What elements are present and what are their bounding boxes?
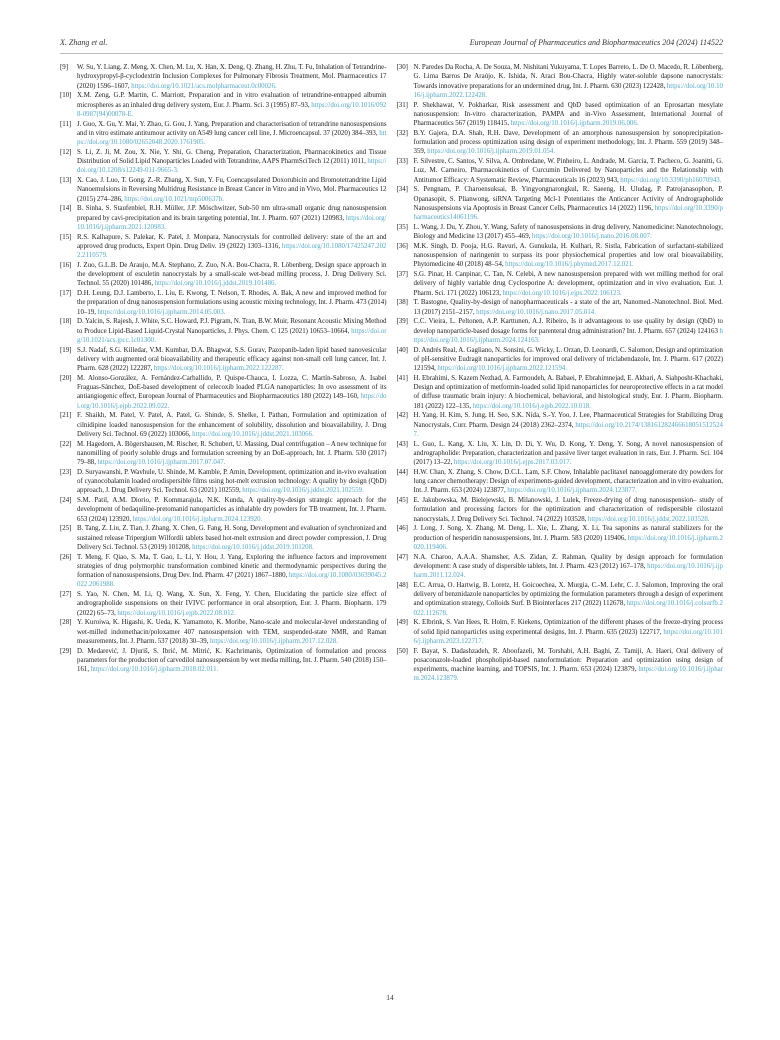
reference-text xyxy=(414,63,724,100)
reference-text xyxy=(414,581,724,618)
reference-number: [10] xyxy=(60,92,72,100)
reference-item xyxy=(397,185,724,222)
reference-number: [43] xyxy=(396,440,408,448)
reference-text xyxy=(77,346,387,374)
reference-citation: R.S. Kalhapure, S. Palekar, K. Patel, J. Monpara, Nanocrystals for controlled delivery: state of the art and approved drug products, Expert Opin. Drug Deliv. 19 (2022) 1303–1316, xyxy=(77,233,387,250)
reference-item xyxy=(397,440,724,468)
reference-text xyxy=(77,496,387,524)
reference-text xyxy=(414,317,724,345)
reference-number: [32] xyxy=(396,129,408,137)
reference-text xyxy=(414,647,724,684)
doi-link[interactable]: https://doi.org/10.1016/j.ejpb.2022.10.018. xyxy=(472,402,591,410)
reference-citation: J. Long, J. Song, X. Zhang, M. Deng, L. Xie, L. Zhang, X. Li, Tea saponins as natural stabilizers for the production of hesperidin nanosuspensions, Int. J. Pharm. 583 (2020) 119406, xyxy=(413,525,723,542)
reference-text xyxy=(77,120,387,148)
reference-citation: M. Hagedorn, A. Bögershausen, M. Rischer, R. Schubert, U. Massing, Dual centrifugation – A new technique for nanomilling of poorly soluble drugs and formulation screening by an DoE-approach, Int. J. Pharm. 530 (2017) 79–88, xyxy=(77,440,387,466)
reference-citation: L. Wang, J. Du, Y. Zhou, Y. Wang, Safety of nanosuspensions in drug delivery, Nanomedicine: Nanotechnology, Biology and Medicine 13 (2017) 455–469, xyxy=(413,223,723,240)
reference-citation: M.K. Singh, D. Pooja, H.G. Ravuri, A. Gunukula, H. Kulhari, R. Sistla, Fabrication of surfactant-stabilized nanosuspension of naringenin to surpass its poor physiochemical properties and low oral bioavailability, Phytomedicine 40 (2018) 48–54, xyxy=(413,242,723,269)
reference-text xyxy=(77,524,387,552)
reference-citation: W. Su, Y. Liang, Z. Meng, X. Chen, M. Lu, X. Han, X. Deng, Q. Zhang, H. Zhu, T. Fu, Inhalation of Tetrandrine-hydroxypropyl-β-cyclodextrin Inclusion Complexes for Pulmonary Fibrosis Treatment, Mol. Pharmaceutics 17 (2020) 1596–1607, xyxy=(77,64,387,90)
reference-item xyxy=(397,524,724,552)
reference-citation: P. Shekhawat, V. Pokharkar, Risk assessment and QbD based optimization of an Eprosartan mesylate nanosuspension: In-vitro characterization, PAMPA and in-Vivo Assessment, International Journal of Pharmaceutics 567 (2019) 118415, xyxy=(413,101,723,127)
doi-link[interactable]: https://doi.org/10.1021/mp500637b. xyxy=(124,195,224,203)
reference-citation: Y. Kuroiwa, K. Higashi, K. Ueda, K. Yamamoto, K. Moribe, Nano-scale and molecular-level understanding of wet-milled indomethacin/poloxamer 407 nanosuspension with TEM, suspended-state NMR, and Raman measurements, Int. J. Pharm. 537 (2018) 30–39, xyxy=(77,619,387,645)
reference-item xyxy=(60,468,387,496)
reference-number: [45] xyxy=(396,497,408,504)
reference-text xyxy=(414,101,724,129)
doi-link[interactable]: https://doi.org/10.1016/j.ijpharm.2023.122717. xyxy=(413,628,723,645)
reference-item xyxy=(397,223,724,242)
reference-item xyxy=(60,120,387,148)
reference-number: [41] xyxy=(396,374,408,382)
page-number: 14 xyxy=(386,993,394,1002)
reference-citation: E.C. Arrua, O. Hartwig, B. Loretz, H. Goicoechea, X. Murgia, C.-M. Lehr, C. J. Salomon, Improving the oral delivery of benznidazole nanoparticles by optimizing the formulation parameters through a design of experiment and optimization strategy, Colloids Surf. B Biointerfaces 217 (2022) 112678, xyxy=(413,581,723,608)
reference-text xyxy=(414,374,724,411)
reference-number: [28] xyxy=(60,619,72,627)
reference-number: [34] xyxy=(396,186,408,194)
reference-list xyxy=(60,63,723,684)
doi-link[interactable]: https://doi.org/10.3390/pharmaceutics14061196. xyxy=(413,204,723,221)
reference-item xyxy=(397,553,724,581)
reference-number: [49] xyxy=(396,619,408,627)
reference-citation: T. Bastogne, Quality-by-design of nanopharmaceuticals - a state of the art, Nanomed.-Nanotechnol. Biol. Med. 13 (2017) 2151–2157, xyxy=(413,299,723,316)
reference-citation: C.C. Vieira, L. Peltonen, A.P. Karttunen, A.J. Ribeiro, Is it advantageous to use quality by design (QbD) to develop nanoparticle-based dosage forms for parenteral drug administration? Int. J. Pharm. 657 (2024) 124163 xyxy=(413,318,723,335)
reference-text xyxy=(414,618,724,646)
reference-number: [18] xyxy=(60,318,72,326)
doi-link[interactable]: https://doi.org/10.1016/j.ijpharm.2020.119406. xyxy=(413,534,723,551)
reference-citation: B.Y. Gajera, D.A. Shah, R.H. Dave, Development of an amorphous nanosuspension by sonoprecipitation-formulation and process optimization using design of experiment methodology, Int. J. Pharm. 559 (2019) 348–359, xyxy=(413,129,723,156)
reference-column-right xyxy=(397,63,724,684)
running-head-authors: X. Zhang et al. xyxy=(60,38,108,47)
reference-number: [14] xyxy=(60,205,72,213)
reference-item xyxy=(60,261,387,289)
doi-link[interactable]: https://doi.org/10.1016/j.ijpharm.2022.122287. xyxy=(153,365,284,372)
reference-citation: H. Ebrahimi, S. Kazem Nezhad, A. Farmoudeh, A. Babaei, P. Ebrahimnejad, E. Akbari, A. Siahposht-Khachaki, Design and optimization of metformin-loaded solid lipid nanoparticles for neuroprotective effects in a rat model of diffuse traumatic brain injury: A biochemical, behavioral, and histological study, Eur. J. Pharm. Biopharm. 181 (2022) 122–135, xyxy=(413,374,723,410)
reference-item xyxy=(60,553,387,590)
reference-item xyxy=(397,346,724,374)
reference-text xyxy=(414,440,724,468)
reference-number: [20] xyxy=(60,374,72,382)
reference-citation: J. Zuo, G.L.B. De Araujo, M.A. Stephano, Z. Zuo, N.A. Bou-Chacra, R. Löbenberg, Design space approach in the development of esculetin nanocrystals by a small-scale wet-bead milling process, J. Drug Delivery Sci. Technol. 55 (2020) 101486, xyxy=(77,261,387,288)
reference-text xyxy=(414,185,724,222)
reference-text xyxy=(414,157,724,185)
doi-link[interactable]: https://doi.org/10.1016/j.ijpharm.2021.120983. xyxy=(77,214,387,231)
reference-text xyxy=(77,204,387,232)
doi-link[interactable]: https://doi.org/10.1016/j.jddst.2019.101208. xyxy=(192,543,314,551)
reference-text xyxy=(77,233,387,261)
doi-link[interactable]: https://doi.org/10.1021/acs.jpcc.1c01300. xyxy=(77,327,387,344)
doi-link[interactable]: https://doi.org/10.1016/j.phymed.2017.12.021. xyxy=(505,261,634,269)
reference-text xyxy=(77,468,387,496)
reference-citation: F. Shaikh, M. Patel, V. Patel, A. Patel, G. Shinde, S. Shelke, I. Pathan, Formulation and optimization of cilnidipine loaded nanosuspension for the enhancement of solubility, dissolution and bioavailability, J. Drug Delivery Sci. Technol. 69 (2022) 103066, xyxy=(77,412,387,438)
doi-link[interactable]: https://doi.org/10.1016/j.ijpharm.2011.12.024. xyxy=(413,562,723,579)
reference-text xyxy=(414,129,724,157)
doi-link[interactable]: https://doi.org/10.1080/17425247.2022.2110579. xyxy=(77,242,387,259)
reference-text xyxy=(414,346,724,374)
reference-text xyxy=(414,242,724,270)
doi-link[interactable]: https://doi.org/10.1016/j.ijpharm.2022.122428. xyxy=(413,82,723,99)
reference-item xyxy=(397,157,724,185)
reference-item xyxy=(60,148,387,176)
doi-link[interactable]: https://doi.org/10.1208/s12249-011-9665-3. xyxy=(77,158,387,175)
reference-item xyxy=(397,411,724,439)
reference-text xyxy=(77,91,387,119)
reference-item xyxy=(397,647,724,684)
reference-text xyxy=(414,270,724,298)
reference-item xyxy=(397,129,724,157)
reference-text xyxy=(77,317,387,345)
reference-number: [38] xyxy=(396,299,408,307)
reference-citation: S.J. Nadaf, S.G. Killedar, V.M. Kumbar, D.A. Bhagwat, S.S. Gurav, Pazopanib-laden lipid based nanovesicular delivery with augmented oral bioavailability and therapeutic efficacy against non-small cell lung cancer, Int. J. Pharm. 628 (2022) 122287, xyxy=(77,346,387,372)
doi-link[interactable]: https://doi.org/10.2174/1381612824666180515125247. xyxy=(413,421,723,438)
reference-citation: D. Medarević, J. Djuriš, S. Ibrić, M. Mitrić, K. Kachrimanis, Optimization of formulation and process parameters for the production of carvedilol nanosuspension by wet media milling, Int. J. Pharm. 540 (2018) 150–161, xyxy=(77,647,387,673)
doi-link[interactable]: https://doi.org/10.3390/ph16070943. xyxy=(620,176,722,184)
reference-text xyxy=(77,176,387,204)
reference-item xyxy=(60,317,387,345)
reference-number: [22] xyxy=(60,440,72,448)
reference-text xyxy=(77,440,387,468)
reference-text xyxy=(414,411,724,439)
reference-item xyxy=(60,618,387,646)
doi-link[interactable]: https://doi.org/10.1016/j.nano.2017.05.014. xyxy=(476,308,596,316)
reference-number: [17] xyxy=(60,290,72,297)
doi-link[interactable]: https://doi.org/10.1016/j.ijpharm.2019.01.054. xyxy=(427,148,556,156)
reference-text xyxy=(77,63,387,91)
reference-citation: N. Paredes Da Rocha, A. De Souza, M. Nishitani Yukuyama, T. Lopes Barreto, L. De O. Macedo, R. Löbenberg, G. Lima Barros De Araújo, K. Ishida, N. Araci Bou-Chacra, Highly water-soluble dapsone nanocrystals: Towards innovative preparations for an undermined drug, Int. J. Pharm. 630 (2023) 122428, xyxy=(413,64,723,90)
reference-item xyxy=(60,91,387,119)
doi-link[interactable]: https://doi.org/10.1016/j.ejpb.2022.09.022. xyxy=(77,393,387,410)
reference-citation: E. Jakubowska, M. Bielejewski, B. Milanowski, J. Lulek, Freeze-drying of drug nanosuspension– study of formulation and processing factors for the optimization and characterization of redispersible cilostazol nanocrystals, J. Drug Delivery Sci. Technol. 74 (2022) 103528, xyxy=(413,497,723,523)
reference-item xyxy=(60,590,387,618)
reference-citation: B. Tang, Z. Liu, Z. Tian, J. Zhang, X. Chen, G. Fang, H. Song, Development and evaluation of synchronized and sustained release Tripergium Wilfordii tablets based hot-melt extrusion and direct powder compression, J. Drug Delivery Sci. Technol. 53 (2019) 101208, xyxy=(77,525,387,551)
reference-item xyxy=(397,468,724,496)
reference-text xyxy=(414,468,724,496)
reference-item xyxy=(60,289,387,317)
reference-number: [44] xyxy=(396,468,408,476)
reference-item xyxy=(397,317,724,345)
reference-text xyxy=(77,618,387,646)
reference-citation: L. Guo, L. Kang, X. Liu, X. Lin, D. Di, Y. Wu, D. Kong, Y. Deng, Y. Song, A novel nanosuspension of andrographolide: Preparation, characterization and passive liver target evaluation in rats, Eur. J. Pharm. Sci. 104 (2017) 13–22, xyxy=(413,440,723,466)
reference-number: [37] xyxy=(396,271,408,278)
doi-link[interactable]: https://doi.org/10.1080/03639045.2022.2061988. xyxy=(77,572,387,589)
doi-link[interactable]: https://doi.org/10.1016/j.ijpharm.2017.07.047. xyxy=(97,459,226,466)
reference-item xyxy=(60,374,387,411)
doi-link[interactable]: https://doi.org/10.1016/j.ejps.2022.106123. xyxy=(502,289,622,297)
reference-text xyxy=(414,524,724,552)
reference-item xyxy=(397,270,724,298)
reference-citation: B. Sinha, S. Staufenbiel, R.H. Müller, J.P. Möschwitzer, Sub-50 nm ultra-small organic drug nanosuspension prepared by cavi-precipitation and its brain targeting potential, Int. J. Pharm. 607 (2021) 120983, xyxy=(77,205,387,222)
reference-number: [25] xyxy=(60,525,72,533)
doi-link[interactable]: https://doi.org/10.1016/0928-0987(94)00078-E. xyxy=(77,101,387,118)
reference-number: [23] xyxy=(60,468,72,476)
doi-link[interactable]: https://doi.org/10.1016/j.ejpb.2022.08.012. xyxy=(117,609,236,617)
reference-text xyxy=(77,647,387,675)
doi-link[interactable]: https://doi.org/10.1016/j.ijpharm.2018.02.011. xyxy=(90,666,219,673)
reference-item xyxy=(397,374,724,411)
doi-link[interactable]: https://doi.org/10.1016/j.jddst.2019.101486. xyxy=(154,280,277,288)
reference-text xyxy=(414,496,724,524)
reference-citation: H.W. Chan, X. Zhang, S. Chow, D.C.L. Lam, S.F. Chow, Inhalable paclitaxel nanoagglomerate dry powders for lung cancer chemotherapy: Design of experiments-guided development, characterization and in vitro evaluation, Int. J. Pharm. 653 (2024) 123877, xyxy=(413,468,723,495)
doi-link[interactable]: https://doi.org/10.1016/j.jddst.2021.103066. xyxy=(192,430,314,438)
reference-number: [46] xyxy=(396,525,408,533)
reference-number: [35] xyxy=(396,223,408,231)
reference-item xyxy=(397,242,724,270)
reference-item xyxy=(397,63,724,100)
reference-citation: T. Meng, F. Qiao, S. Ma, T. Gao, L. Li, Y. Hou, J. Yang, Exploring the influence factors and improvement strategies of drug polymorphic transformation combined kinetic and thermodynamic perspectives during the formation of nanosuspensions, Drug Dev. Ind. Pharm. 47 (2021) 1867–1880, xyxy=(77,553,387,579)
doi-link[interactable]: https://doi.org/10.1016/j.ijpharm.2019.06.006. xyxy=(510,120,639,127)
running-head-journal: European Journal of Pharmaceutics and Biopharmaceutics 204 (2024) 114522 xyxy=(469,38,723,47)
reference-citation: X. Cao, J. Luo, T. Gong, Z.-R. Zhang, X. Sun, Y. Fu, Coencapsulated Doxorubicin and Bromotetrandrine Lipid Nanoemulsions in Reversing Multidrug Resistance in Breast Cancer in Vitro and in Vivo, Mol. Pharmaceutics 12 (2015) 274–286, xyxy=(77,177,387,203)
reference-number: [26] xyxy=(60,553,72,561)
reference-citation: N.A. Charoo, A.A.A. Shamsher, A.S. Zidan, Z. Rahman, Quality by design approach for formulation development: A case study of dispersible tablets, Int. J. Pharm. 423 (2012) 167–178, xyxy=(413,553,723,570)
reference-number: [30] xyxy=(396,64,408,71)
reference-number: [27] xyxy=(60,591,72,598)
reference-item xyxy=(60,346,387,374)
doi-link[interactable]: https://doi.org/10.1016/j.ijpharm.2024.123879. xyxy=(413,666,723,683)
doi-link[interactable]: https://doi.org/10.1016/j.ijpharm.2024.123877. xyxy=(507,487,637,495)
reference-item xyxy=(60,524,387,552)
reference-number: [31] xyxy=(396,101,408,109)
reference-text xyxy=(77,374,387,411)
reference-number: [13] xyxy=(60,177,72,184)
doi-link[interactable]: https://doi.org/10.1016/j.jddst.2022.103528. xyxy=(587,515,710,523)
reference-text xyxy=(77,148,387,176)
reference-text xyxy=(77,553,387,590)
reference-citation: S.M. Patil, A.M. Diorio, P. Kommarajula, N.K. Kunda, A quality-by-design strategic approach for the development of bedaquiline-pretomanid nanoparticles as inhalable dry powders for TB treatment, Int. J. Pharm. 653 (2024) 123920, xyxy=(77,497,387,523)
running-head xyxy=(60,38,723,54)
reference-number: [40] xyxy=(396,346,408,354)
reference-number: [11] xyxy=(60,120,72,128)
reference-number: [42] xyxy=(396,412,408,420)
doi-link[interactable]: https://doi.org/10.1016/j.nano.2016.08.007. xyxy=(531,233,652,240)
reference-number: [24] xyxy=(60,497,72,504)
reference-number: [29] xyxy=(60,647,72,655)
reference-item xyxy=(397,298,724,317)
reference-text xyxy=(414,298,724,317)
reference-number: [39] xyxy=(396,318,408,326)
doi-link[interactable]: https://doi.org/10.1016/j.ejps.2017.03.017. xyxy=(453,459,572,466)
reference-text xyxy=(77,411,387,439)
reference-text xyxy=(77,590,387,618)
doi-link[interactable]: https://doi.org/10.1016/j.jddst.2021.102559. xyxy=(242,487,364,495)
reference-number: [19] xyxy=(60,346,72,354)
reference-citation: H. Yang, H. Kim, S. Jung, H. Seo, S.K. Nida, S.-Y. Yoo, J. Lee, Pharmaceutical Strategies for Stabilizing Drug Nanocrystals, Curr. Pharm. Design 24 (2018) 2362–2374, xyxy=(413,412,723,429)
reference-number: [50] xyxy=(396,647,408,655)
reference-citation: S. Pengnam, P. Charoensuksai, B. Yingyongnarongkul, R. Saeeng, H. Uludag, P. Patrojanasophon, P. Opanasopit, S. Plianwong, siRNA Targeting Mcl-1 Potentiates the Anticancer Activity of Andrographolide Nanosuspensions via Apoptosis in Breast Cancer Cells, Pharmaceutics 14 (2022) 1196, xyxy=(413,186,723,212)
reference-number: [9] xyxy=(60,64,69,71)
reference-number: [12] xyxy=(60,148,72,156)
reference-item xyxy=(397,618,724,646)
reference-column-left xyxy=(60,63,387,684)
reference-number: [47] xyxy=(396,553,408,561)
reference-number: [16] xyxy=(60,261,72,269)
reference-text xyxy=(77,289,387,317)
doi-link[interactable]: https://doi.org/10.1016/j.ijpharm.2024.124163. xyxy=(413,327,723,344)
reference-item xyxy=(60,176,387,204)
reference-citation: F. Bayat, S. Dadashzadeh, R. Aboofazeli, M. Torshabi, A.H. Baghi, Z. Tamiji, A. Haeri, Oral delivery of posaconazole-loaded phospholipid-based nanoformulation: Preparation and optimization using design of experiments, machine learning, and TOPSIS, Int. J. Pharm. 653 (2024) 123879, xyxy=(413,647,723,673)
reference-item xyxy=(397,101,724,129)
reference-item xyxy=(60,496,387,524)
reference-item xyxy=(60,440,387,468)
reference-item xyxy=(60,647,387,675)
reference-number: [21] xyxy=(60,412,72,420)
reference-citation: J. Guo, X. Gu, Y. Mai, Y. Zhao, G. Gou, J. Yang, Preparation and characterisation of tetrandrine nanosuspensions and in vitro estimate antitumour activity on A549 lung cancer cell line, J. Microencapsul. 37 (2020) 384–393, xyxy=(77,120,387,137)
doi-link[interactable]: https://doi.org/10.1016/j.colsurfb.2022.112678. xyxy=(413,600,723,617)
reference-citation: D. Andrés Real, A. Gagliano, N. Sonsini, G. Wicky, L. Orzan, D. Leonardi, C. Salomon, Design and optimization of pH-sensitive Eudragit nanoparticles for improved oral delivery of triclabendazole, Int. J. Pharm. 617 (2022) 121594, xyxy=(413,346,723,372)
reference-item xyxy=(397,496,724,524)
reference-number: [36] xyxy=(396,242,408,250)
reference-number: [33] xyxy=(396,158,408,165)
doi-link[interactable]: https://doi.org/10.1016/j.ijpharm.2024.123920. xyxy=(132,515,263,523)
doi-link[interactable]: https://doi.org/10.1016/j.ijpharm.2017.12.028. xyxy=(209,637,338,645)
reference-citation: D. Yalcin, S. Rajesh, J. White, S.C. Howard, P.J. Pigram, N. Tran, B.W. Muir, Resonant Acoustic Mixing Method to Produce Lipid-Based Liquid-Crystal Nanoparticles, J. Phys. Chem. C 125 (2021) 10653–10664, xyxy=(77,318,387,335)
reference-text xyxy=(77,261,387,289)
reference-citation: M. Alonso-González, A. Fernández-Carballido, P. Quispe-Chauca, I. Lozza, C. Martín-Sabroso, A. Isabel Fraguas-Sánchez, DoE-based development of celecoxib loaded PLGA nanoparticles: In ovo assessment of its antiangiogenic effect, European Journal of Pharmaceutics and Biopharmaceutics 180 (2022) 149–160, xyxy=(77,374,387,401)
reference-citation: D. Suryawanshi, P. Wavhule, U. Shinde, M. Kamble, P. Amin, Development, optimization and in-vivo evaluation of cyanocobalamin loaded orodispersible films using hot-melt extrusion technology: A quality by design (QbD) approach, J. Drug Delivery Sci. Technol. 63 (2021) 102559, xyxy=(77,468,387,495)
reference-number: [15] xyxy=(60,233,72,241)
doi-link[interactable]: https://doi.org/10.1021/acs.molpharmaceut.0c00026. xyxy=(131,82,277,90)
doi-link[interactable]: https://doi.org/10.1016/j.ijpharm.2014.05.003. xyxy=(97,308,226,316)
reference-item xyxy=(60,411,387,439)
reference-citation: D.H. Leung, D.J. Lamberto, L. Liu, E. Kwong, T. Nelson, T. Rhodes, A. Bak, A new and improved method for the preparation of drug nanosuspension formulations using acoustic mixing technology, Int. J. Pharm. 473 (2014) 10–19, xyxy=(77,290,387,316)
reference-item xyxy=(60,63,387,91)
reference-citation: S.G. Pinar, H. Canpinar, C. Tan, N. Celebi, A new nanosuspension prepared with wet milling method for oral delivery of highly variable drug Cyclosporine A: development, optimization and in vivo evaluation, Eur. J. Pharm. Sci. 171 (2022) 106123, xyxy=(413,271,723,297)
doi-link[interactable]: https://doi.org/10.1080/02652048.2020.1761905. xyxy=(77,129,387,146)
reference-text xyxy=(414,223,724,242)
reference-text xyxy=(414,553,724,581)
reference-item xyxy=(397,581,724,618)
reference-citation: X.M. Zeng, G.P. Martin, C. Marriott, Preparation and in vitro evaluation of tetrandrine-entrapped albumin microspheres as an inhaled drug delivery system, Eur. J. Pharm. Sci. 3 (1995) 87–93, xyxy=(77,92,387,109)
reference-item xyxy=(60,233,387,261)
reference-number: [48] xyxy=(396,581,408,589)
doi-link[interactable]: https://doi.org/10.1016/j.ijpharm.2022.121594. xyxy=(437,365,568,372)
reference-citation: S. Yao, N. Chen, M. Li, Q. Wang, X. Sun, X. Feng, Y. Chen, Elucidating the particle size effect of andrographolide suspensions on their IVIVC performance in oral absorption, Eur. J. Pharm. Biopharm. 179 (2022) 65–73, xyxy=(77,591,387,617)
reference-citation: K. Elbrink, S. Van Hees, R. Holm, F. Kiekens, Optimization of the different phases of the freeze-drying process of solid lipid nanoparticles using experimental designs, Int. J. Pharm. 635 (2023) 122717, xyxy=(413,619,723,636)
reference-citation: F. Silvestre, C. Santos, V. Silva, A. Ombredane, W. Pinheiro, L. Andrade, M. Garcia, T. Pacheco, G. Joanitti, G. Luz, M. Carneiro, Pharmacokinetics of Curcumin Delivered by Nanoparticles and the Relationship with Antitumor Efficacy: A Systematic Review, Pharmaceuticals 16 (2023) 943, xyxy=(413,158,723,184)
reference-citation: S. Li, Z. Ji, M. Zou, X. Nie, Y. Shi, G. Cheng, Preparation, Characterization, Pharmacokinetics and Tissue Distribution of Solid Lipid Nanoparticles Loaded with Tetrandrine, AAPS PharmSciTech 12 (2011) 1011, xyxy=(77,148,387,165)
reference-item xyxy=(60,204,387,232)
